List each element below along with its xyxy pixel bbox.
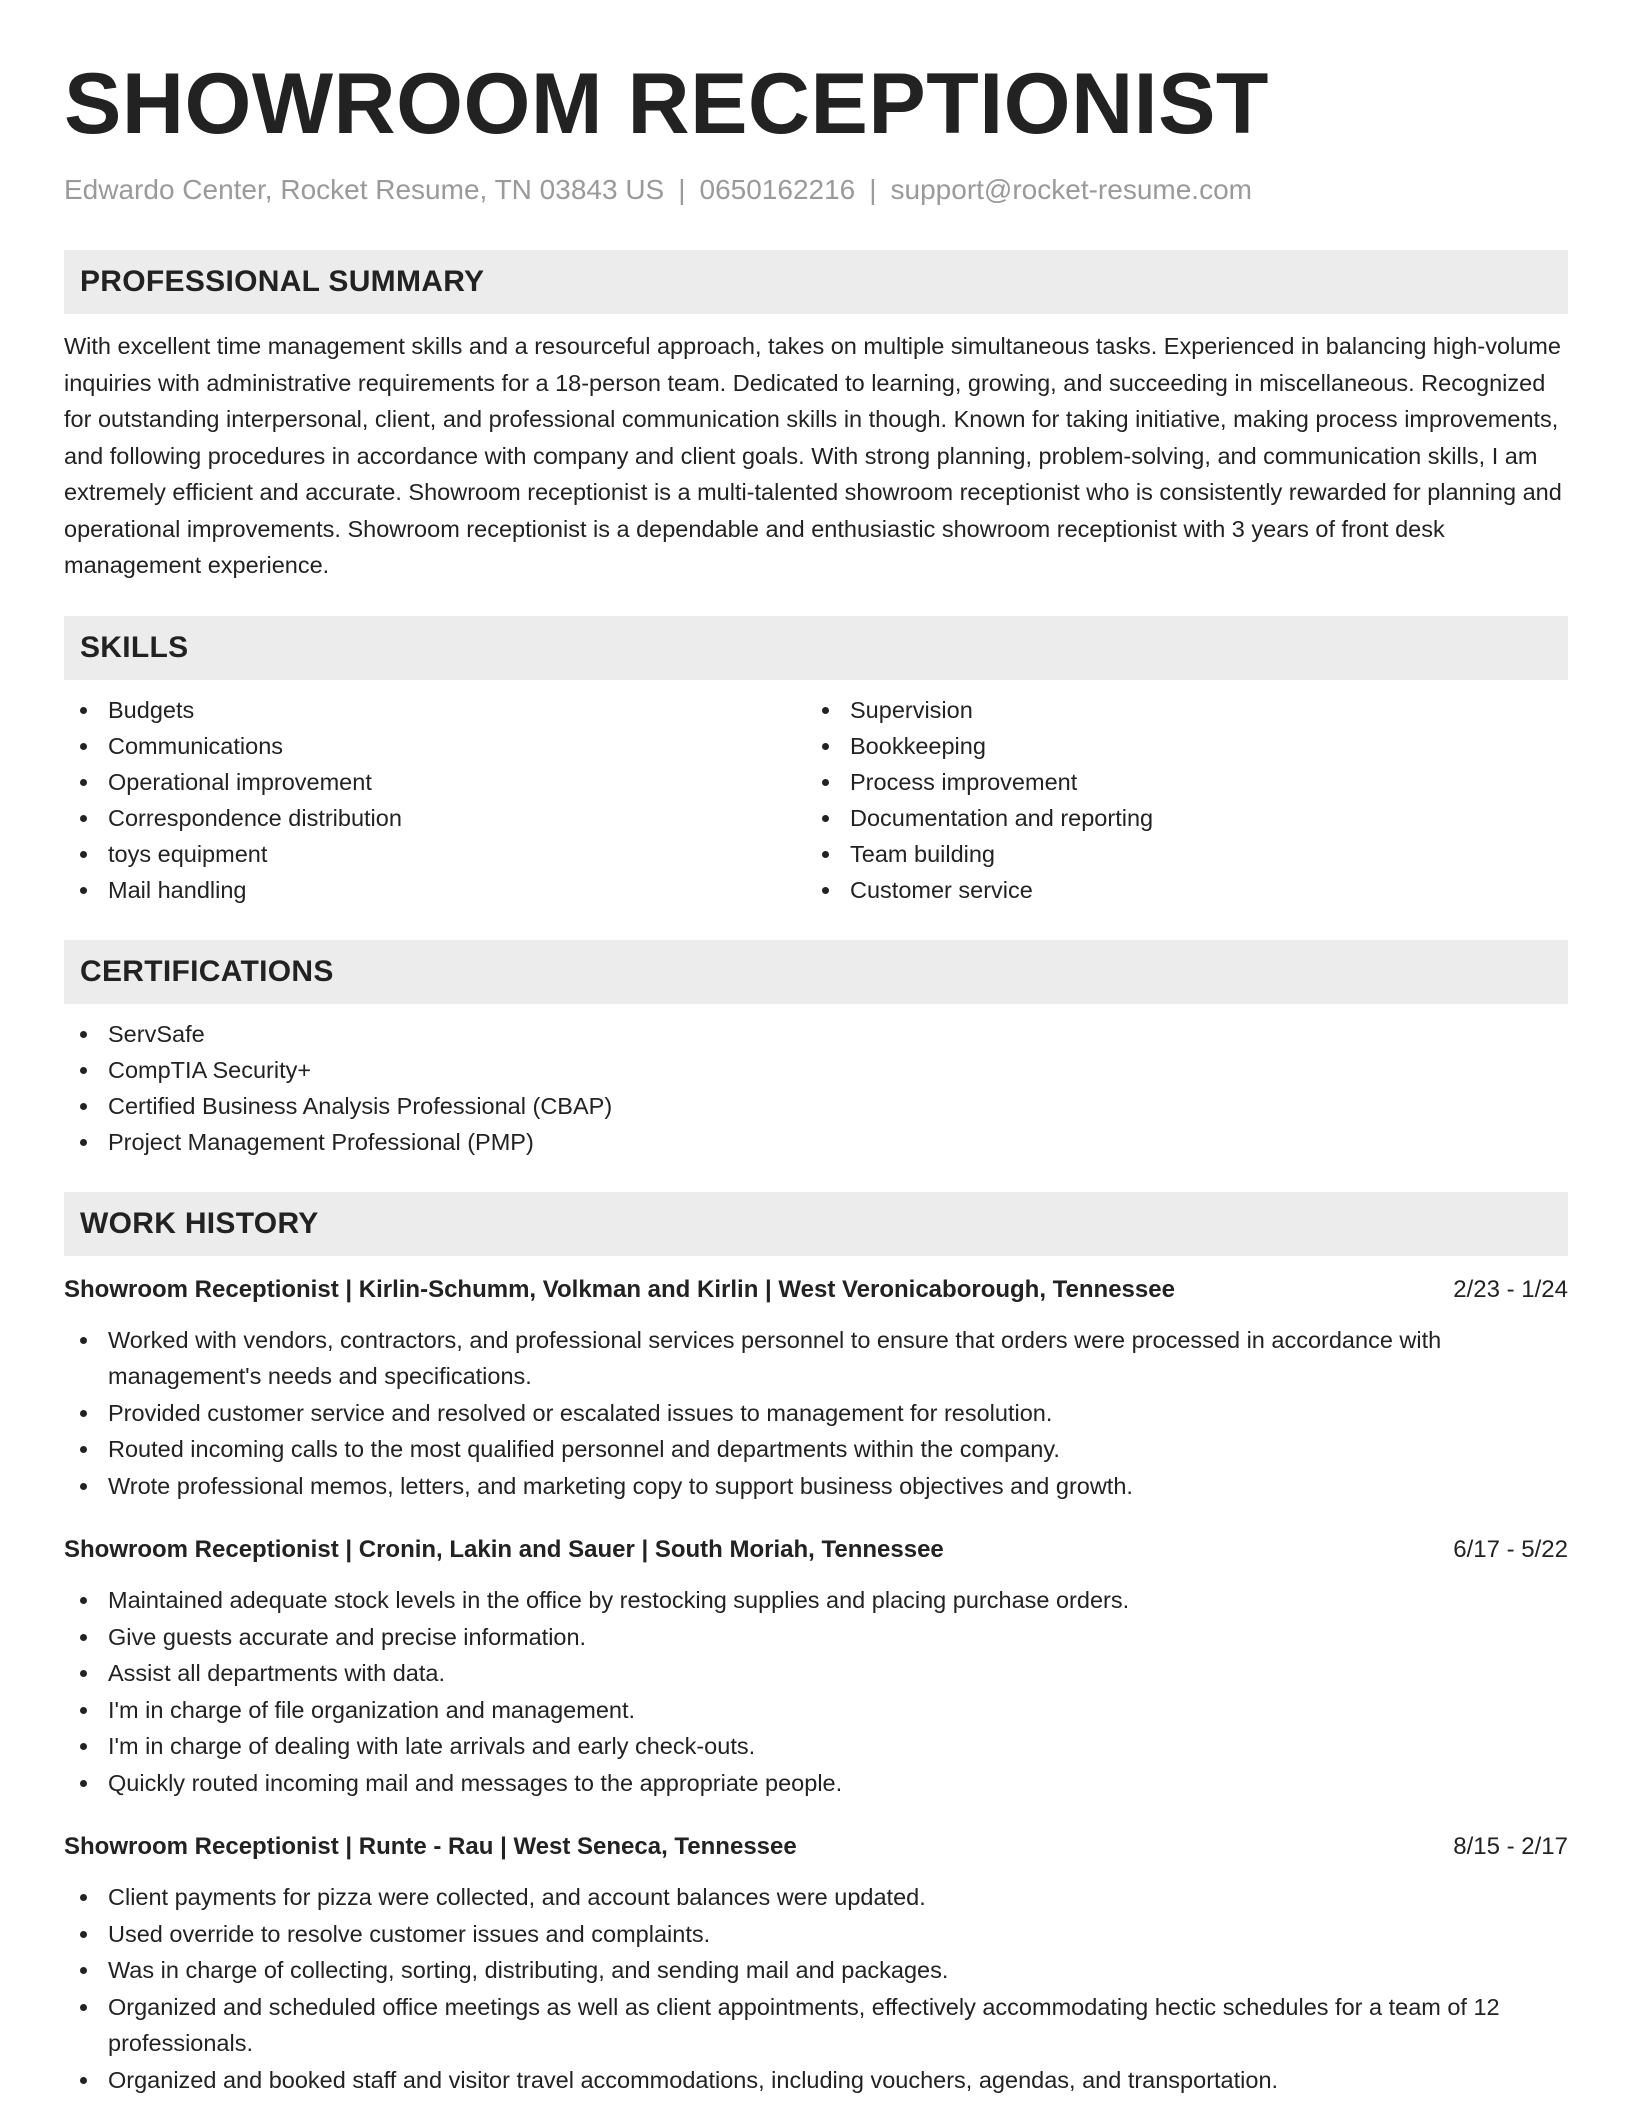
skills-grid xyxy=(64,692,1568,908)
job-duty-item: Maintained adequate stock levels in the office by restocking supplies and placing purchase orders. xyxy=(64,1582,1568,1619)
job-duty-item: Provided customer service and resolved or escalated issues to management for resolution. xyxy=(64,1395,1568,1432)
job-title: Showroom Receptionist | Cronin, Lakin and Sauer | South Moriah, Tennessee xyxy=(64,1536,944,1563)
job-entry xyxy=(64,1272,1568,1505)
job-duties-list xyxy=(64,1322,1568,1505)
skill-item: Communications xyxy=(64,728,806,764)
section-heading-summary: PROFESSIONAL SUMMARY xyxy=(64,250,1568,314)
skill-item: Operational improvement xyxy=(64,764,806,800)
section-heading-certifications: CERTIFICATIONS xyxy=(64,940,1568,1004)
section-heading-work-history: WORK HISTORY xyxy=(64,1192,1568,1256)
job-header xyxy=(64,1829,1568,1865)
section-heading-skills: SKILLS xyxy=(64,616,1568,680)
job-duty-item: Wrote professional memos, letters, and marketing copy to support business objectives and growth. xyxy=(64,1468,1568,1505)
summary-text: With excellent time management skills and a resourceful approach, takes on multiple simultaneous tasks. Experienced in balancing high-volume inquiries with administrative requirements for a 18-person team. Dedicated to learning, growing, and succeeding in miscellaneous. Recognized for outstanding interpersonal, client, and professional communication skills in though. Known for taking initiative, making process improvements, and following procedures in accordance with company and client goals. With strong planning, problem-solving, and communication skills, I am extremely efficient and accurate. Showroom receptionist is a multi-talented showroom receptionist who is consistently rewarded for planning and operational improvements. Showroom receptionist is a dependable and enthusiastic showroom receptionist with 3 years of front desk management experience. xyxy=(64,333,1562,578)
skill-item: Mail handling xyxy=(64,872,806,908)
job-duty-item: Organized and scheduled office meetings as well as client appointments, effectively accommodating hectic schedules for a team of 12 professionals. xyxy=(64,1989,1568,2062)
resume-title: SHOWROOM RECEPTIONIST xyxy=(64,56,1269,152)
job-duty-item: Organized and booked staff and visitor travel accommodations, including vouchers, agendas, and transportation. xyxy=(64,2062,1568,2099)
contact-email: support@rocket-resume.com xyxy=(890,174,1252,205)
skill-item: Correspondence distribution xyxy=(64,800,806,836)
certification-item: ServSafe xyxy=(64,1016,1568,1052)
skills-column-left xyxy=(64,692,806,908)
job-duty-item: Give guests accurate and precise information. xyxy=(64,1619,1568,1656)
job-duty-item: Client payments for pizza were collected, and account balances were updated. xyxy=(64,1879,1568,1916)
job-header xyxy=(64,1532,1568,1568)
job-duty-item: Routed incoming calls to the most qualified personnel and departments within the company. xyxy=(64,1431,1568,1468)
job-duty-item: I'm in charge of file organization and management. xyxy=(64,1692,1568,1729)
skill-item: toys equipment xyxy=(64,836,806,872)
job-dates: 2/23 - 1/24 xyxy=(1453,1275,1568,1303)
contact-separator: | xyxy=(869,174,877,205)
skills-list-left xyxy=(64,692,806,908)
job-duties-list xyxy=(64,1582,1568,1801)
job-duty-item: I'm in charge of dealing with late arrivals and early check-outs. xyxy=(64,1728,1568,1765)
skill-item: Customer service xyxy=(806,872,1548,908)
contact-separator: | xyxy=(678,174,686,205)
job-entry xyxy=(64,1532,1568,1801)
job-duties-list xyxy=(64,1879,1568,2098)
skills-column-right xyxy=(806,692,1548,908)
certifications-list xyxy=(64,1016,1568,1160)
skills-list-right xyxy=(806,692,1548,908)
skill-item: Documentation and reporting xyxy=(806,800,1548,836)
job-title: Showroom Receptionist | Kirlin-Schumm, Volkman and Kirlin | West Veronicaborough, Tennessee xyxy=(64,1275,1175,1303)
job-duty-item: Used override to resolve customer issues and complaints. xyxy=(64,1916,1568,1953)
skill-item: Supervision xyxy=(806,692,1548,728)
skill-item: Team building xyxy=(806,836,1548,872)
job-dates: 8/15 - 2/17 xyxy=(1453,1833,1568,1860)
job-dates: 6/17 - 5/22 xyxy=(1453,1536,1568,1563)
skill-item: Process improvement xyxy=(806,764,1548,800)
certification-item: Certified Business Analysis Professional (CBAP) xyxy=(64,1088,1568,1124)
job-header xyxy=(64,1272,1568,1308)
certification-item: CompTIA Security+ xyxy=(64,1052,1568,1088)
skill-item: Budgets xyxy=(64,692,806,728)
job-duty-item: Quickly routed incoming mail and messages to the appropriate people. xyxy=(64,1765,1568,1802)
job-entry xyxy=(64,1829,1568,2098)
contact-phone: 0650162216 xyxy=(699,174,856,205)
certification-item: Project Management Professional (PMP) xyxy=(64,1124,1568,1160)
job-duty-item: Was in charge of collecting, sorting, distributing, and sending mail and packages. xyxy=(64,1952,1568,1989)
contact-address: Edwardo Center, Rocket Resume, TN 03843 US xyxy=(64,174,665,205)
job-duty-item: Worked with vendors, contractors, and professional services personnel to ensure that orders were processed in accordance with management's needs and specifications. xyxy=(64,1322,1568,1395)
skill-item: Bookkeeping xyxy=(806,728,1548,764)
job-title: Showroom Receptionist | Runte - Rau | West Seneca, Tennessee xyxy=(64,1833,797,1860)
job-duty-item: Assist all departments with data. xyxy=(64,1655,1568,1692)
contact-line xyxy=(64,172,1568,208)
